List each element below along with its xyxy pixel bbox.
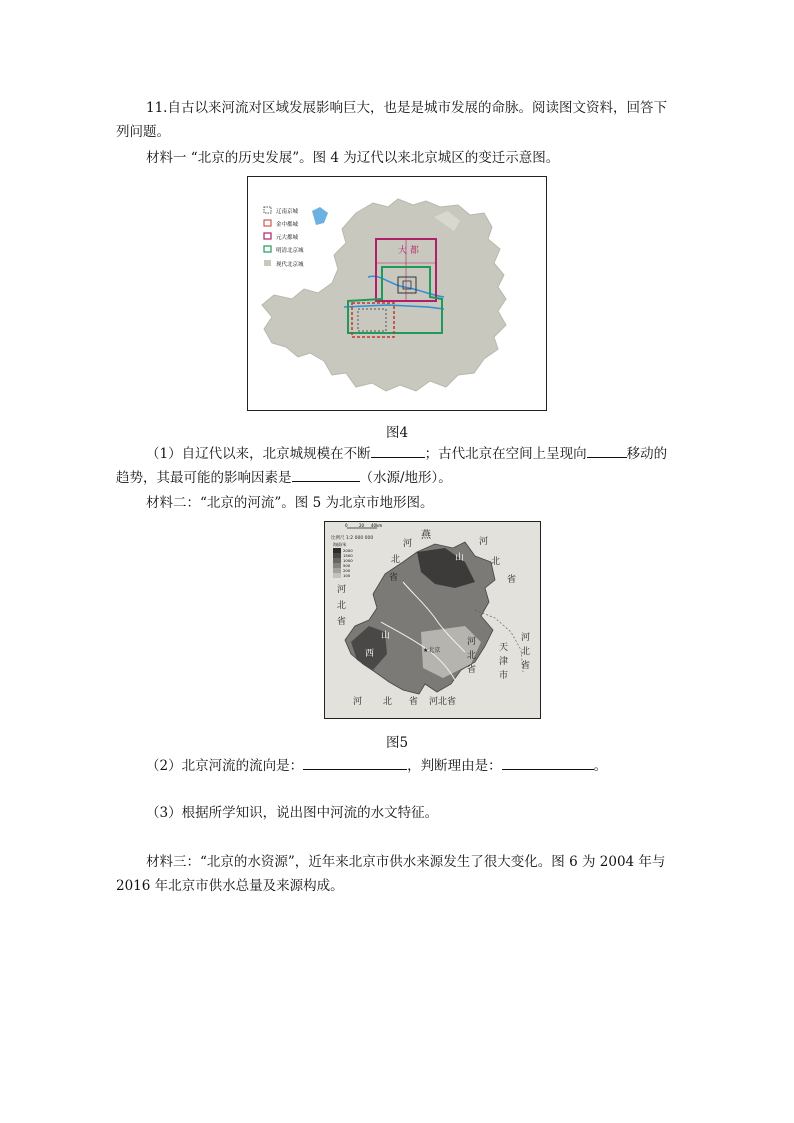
modern-city-area xyxy=(262,199,506,391)
elev-swatch-5 xyxy=(333,573,341,578)
answer-blank-5[interactable] xyxy=(502,755,594,770)
legend-ming-swatch xyxy=(264,246,271,252)
label-xishan: 西 xyxy=(365,649,375,659)
label-hebei-ne1: 河 xyxy=(479,537,489,547)
material-two: 材料二：“北京的河流”。图 5 为北京市地形图。 xyxy=(146,495,434,511)
elev-swatch-0 xyxy=(333,548,341,553)
elev-swatch-4 xyxy=(333,568,341,573)
label-bottom1: 河 xyxy=(353,697,363,707)
elev-value-1: 1500 xyxy=(343,553,353,558)
label-hebei-e1: 河 xyxy=(521,633,531,643)
figure-4-map xyxy=(247,176,547,411)
material-one: 材料一 “北京的历史发展”。图 4 为辽代以来北京城区的变迁示意图。 xyxy=(146,150,560,166)
scale-tick-0: 0 xyxy=(345,523,348,528)
scale-tick-1: 20 xyxy=(359,523,365,528)
label-sheng1: 省 xyxy=(389,573,399,583)
elev-swatch-2 xyxy=(333,558,341,563)
elev-value-5: 100 xyxy=(343,573,351,578)
label-hebei-nw: 河 xyxy=(403,539,413,549)
label-bei1: 北 xyxy=(391,555,401,565)
elevation-legend-title: 海拔/米 xyxy=(333,542,347,547)
figure-4-svg xyxy=(248,177,546,410)
legend-yuan-swatch xyxy=(264,233,271,239)
question-3: （3）根据所学知识，说出图中河流的水文特征。 xyxy=(146,805,439,821)
material-three: 材料三：“北京的水资源”，近年来北京市供水来源发生了很大变化。图 6 为 2004 年与 2016 年北京市供水总量及来源构成。 xyxy=(116,854,666,894)
label-bottom4: 河北省 xyxy=(429,697,457,707)
elev-swatch-1 xyxy=(333,553,341,558)
question-stem: 11.自古以来河流对区域发展影响巨大，也是是城市发展的命脉。阅读图文资料，回答下列问题。 xyxy=(116,100,667,140)
label-hebei-mid2: 北 xyxy=(467,651,477,661)
label-hebei-w1: 河 xyxy=(337,585,347,595)
label-hebei-mid1: 河 xyxy=(467,637,477,647)
legend-liao-swatch xyxy=(264,207,271,213)
answer-blank-1[interactable] xyxy=(371,443,425,458)
figure-4-caption: 图4 xyxy=(385,425,409,441)
legend-liao: 辽南京城 xyxy=(276,209,299,215)
elev-swatch-3 xyxy=(333,563,341,568)
figure-5-svg xyxy=(325,522,540,718)
scale-tick-2: 40km xyxy=(371,523,383,528)
label-hebei-e2: 北 xyxy=(521,647,531,657)
label-shan-w: 山 xyxy=(381,631,391,641)
label-mountain-shan: 山 xyxy=(455,553,465,563)
legend-modern: 现代北京城 xyxy=(276,262,304,268)
question-2: （2）北京河流的流向是： ，判断理由是： 。 xyxy=(116,754,678,778)
question-1: （1）自辽代以来，北京城规模在不断 ；古代北京在空间上呈现向 移动的趋势，其最可能的影响因素是 （水源/地形）。 xyxy=(116,442,678,490)
label-mountain-top: 燕 xyxy=(421,530,431,541)
dadu-label: 大 都 xyxy=(398,246,419,256)
label-tianjin1: 天 xyxy=(499,643,509,653)
label-hebei-ne3: 省 xyxy=(507,575,517,585)
elev-value-3: 500 xyxy=(343,563,351,568)
elev-value-2: 1000 xyxy=(343,558,353,563)
label-hebei-ne2: 北 xyxy=(491,557,501,567)
label-beijing: ★北京 xyxy=(423,647,441,654)
label-hebei-e3: 省 xyxy=(521,661,531,671)
label-hebei-w2: 北 xyxy=(337,601,347,611)
legend-jin-swatch xyxy=(264,220,271,226)
lake-icon xyxy=(312,207,328,225)
legend-ming: 明清北京城 xyxy=(276,248,304,254)
label-tianjin3: 市 xyxy=(499,671,509,681)
answer-blank-3[interactable] xyxy=(292,467,360,482)
legend-yuan: 元大都城 xyxy=(276,235,299,241)
label-tianjin2: 津 xyxy=(499,657,509,667)
figure-4-legend xyxy=(264,207,304,268)
label-sheng-w: 省 xyxy=(337,617,347,627)
legend-modern-swatch xyxy=(264,260,271,266)
elev-value-4: 200 xyxy=(343,568,351,573)
legend-jin: 金中都城 xyxy=(276,222,299,228)
label-hebei-mid3: 省 xyxy=(467,665,477,675)
label-bottom2: 北 xyxy=(383,697,393,707)
answer-blank-2[interactable] xyxy=(587,443,627,458)
label-bottom3: 省 xyxy=(409,697,419,707)
elev-value-0: 2000 xyxy=(343,548,353,553)
figure-5-caption: 图5 xyxy=(385,735,409,751)
figure-5-map xyxy=(324,521,541,719)
scale-label: 比例尺 1:2 000 000 xyxy=(331,536,374,541)
answer-blank-4[interactable] xyxy=(303,755,407,770)
